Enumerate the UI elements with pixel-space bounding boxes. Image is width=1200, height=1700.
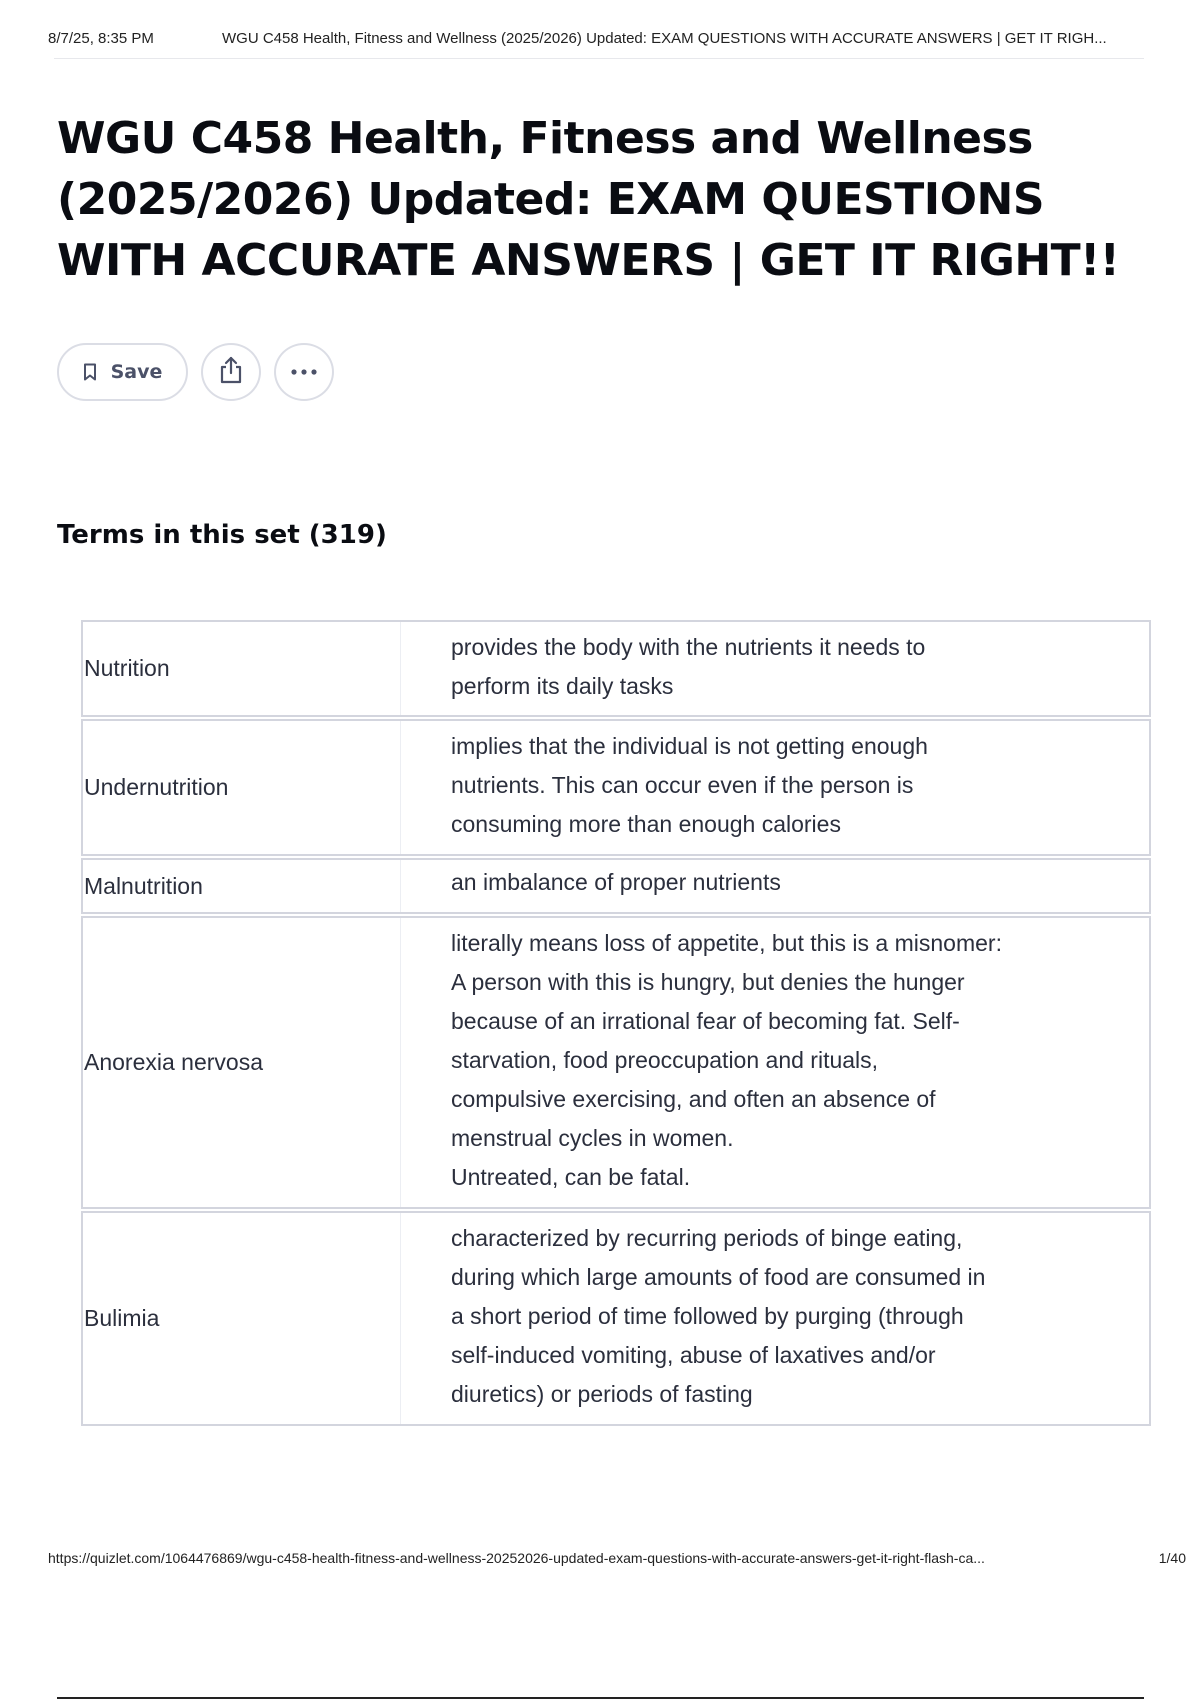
print-header [48,30,1152,52]
terms-list [81,620,1151,1428]
term-definition: literally means loss of appetite, but this is a misnomer: A person with this is hungry, but denies the hunger because of an irrational fear of becoming fat. Self- starvation, food preoccupation and rituals, compulsive exercising, and often an absence of menstrual cycles in women. Untreated, can be fatal. [451,930,1002,1190]
print-url: https://quizlet.com/1064476869/wgu-c458-health-fitness-and-wellness-20252026-updated-exam-questions-with-accurate-answers-get-it-right-flash-ca... [48,1550,985,1566]
term-definition: an imbalance of proper nutrients [451,869,781,895]
bookmark-icon [83,363,97,381]
page-number: 1/40 [1158,1550,1186,1566]
save-button-label: Save [110,361,163,383]
term-card [81,858,1151,914]
term-word: Nutrition [83,622,401,715]
term-word: Undernutrition [83,721,401,854]
term-card [81,1211,1151,1426]
bottom-divider [57,1697,1144,1699]
print-date: 8/7/25, 8:35 PM [48,30,154,47]
terms-heading: Terms in this set (319) [57,520,387,550]
term-definition: implies that the individual is not getting enough nutrients. This can occur even if the person is consuming more than enough calories [451,733,928,837]
term-word: Malnutrition [83,860,401,912]
save-button[interactable] [57,343,188,401]
term-card [81,916,1151,1209]
term-word: Bulimia [83,1213,401,1424]
share-button[interactable] [201,343,261,401]
print-header-title: WGU C458 Health, Fitness and Wellness (2025/2026) Updated: EXAM QUESTIONS WITH ACCURATE ANSWERS | GET IT RIGH... [222,30,1107,47]
print-footer [48,1550,1186,1570]
share-icon [218,356,244,388]
term-word: Anorexia nervosa [83,918,401,1207]
more-options-button[interactable] [274,343,334,401]
page-title: WGU C458 Health, Fitness and Wellness (2025/2026) Updated: EXAM QUESTIONS WITH ACCURATE ANSWERS | GET IT RIGHT!! [57,113,1120,286]
term-card [81,719,1151,856]
term-definition: characterized by recurring periods of binge eating, during which large amounts of food are consumed in a short period of time followed by purging (through self-induced vomiting, abuse of laxatives and/or diuretics) or periods of fasting [451,1225,986,1407]
header-divider [54,58,1144,59]
term-definition: provides the body with the nutrients it needs to perform its daily tasks [451,634,926,699]
more-options-icon [290,365,318,380]
term-card [81,620,1151,717]
